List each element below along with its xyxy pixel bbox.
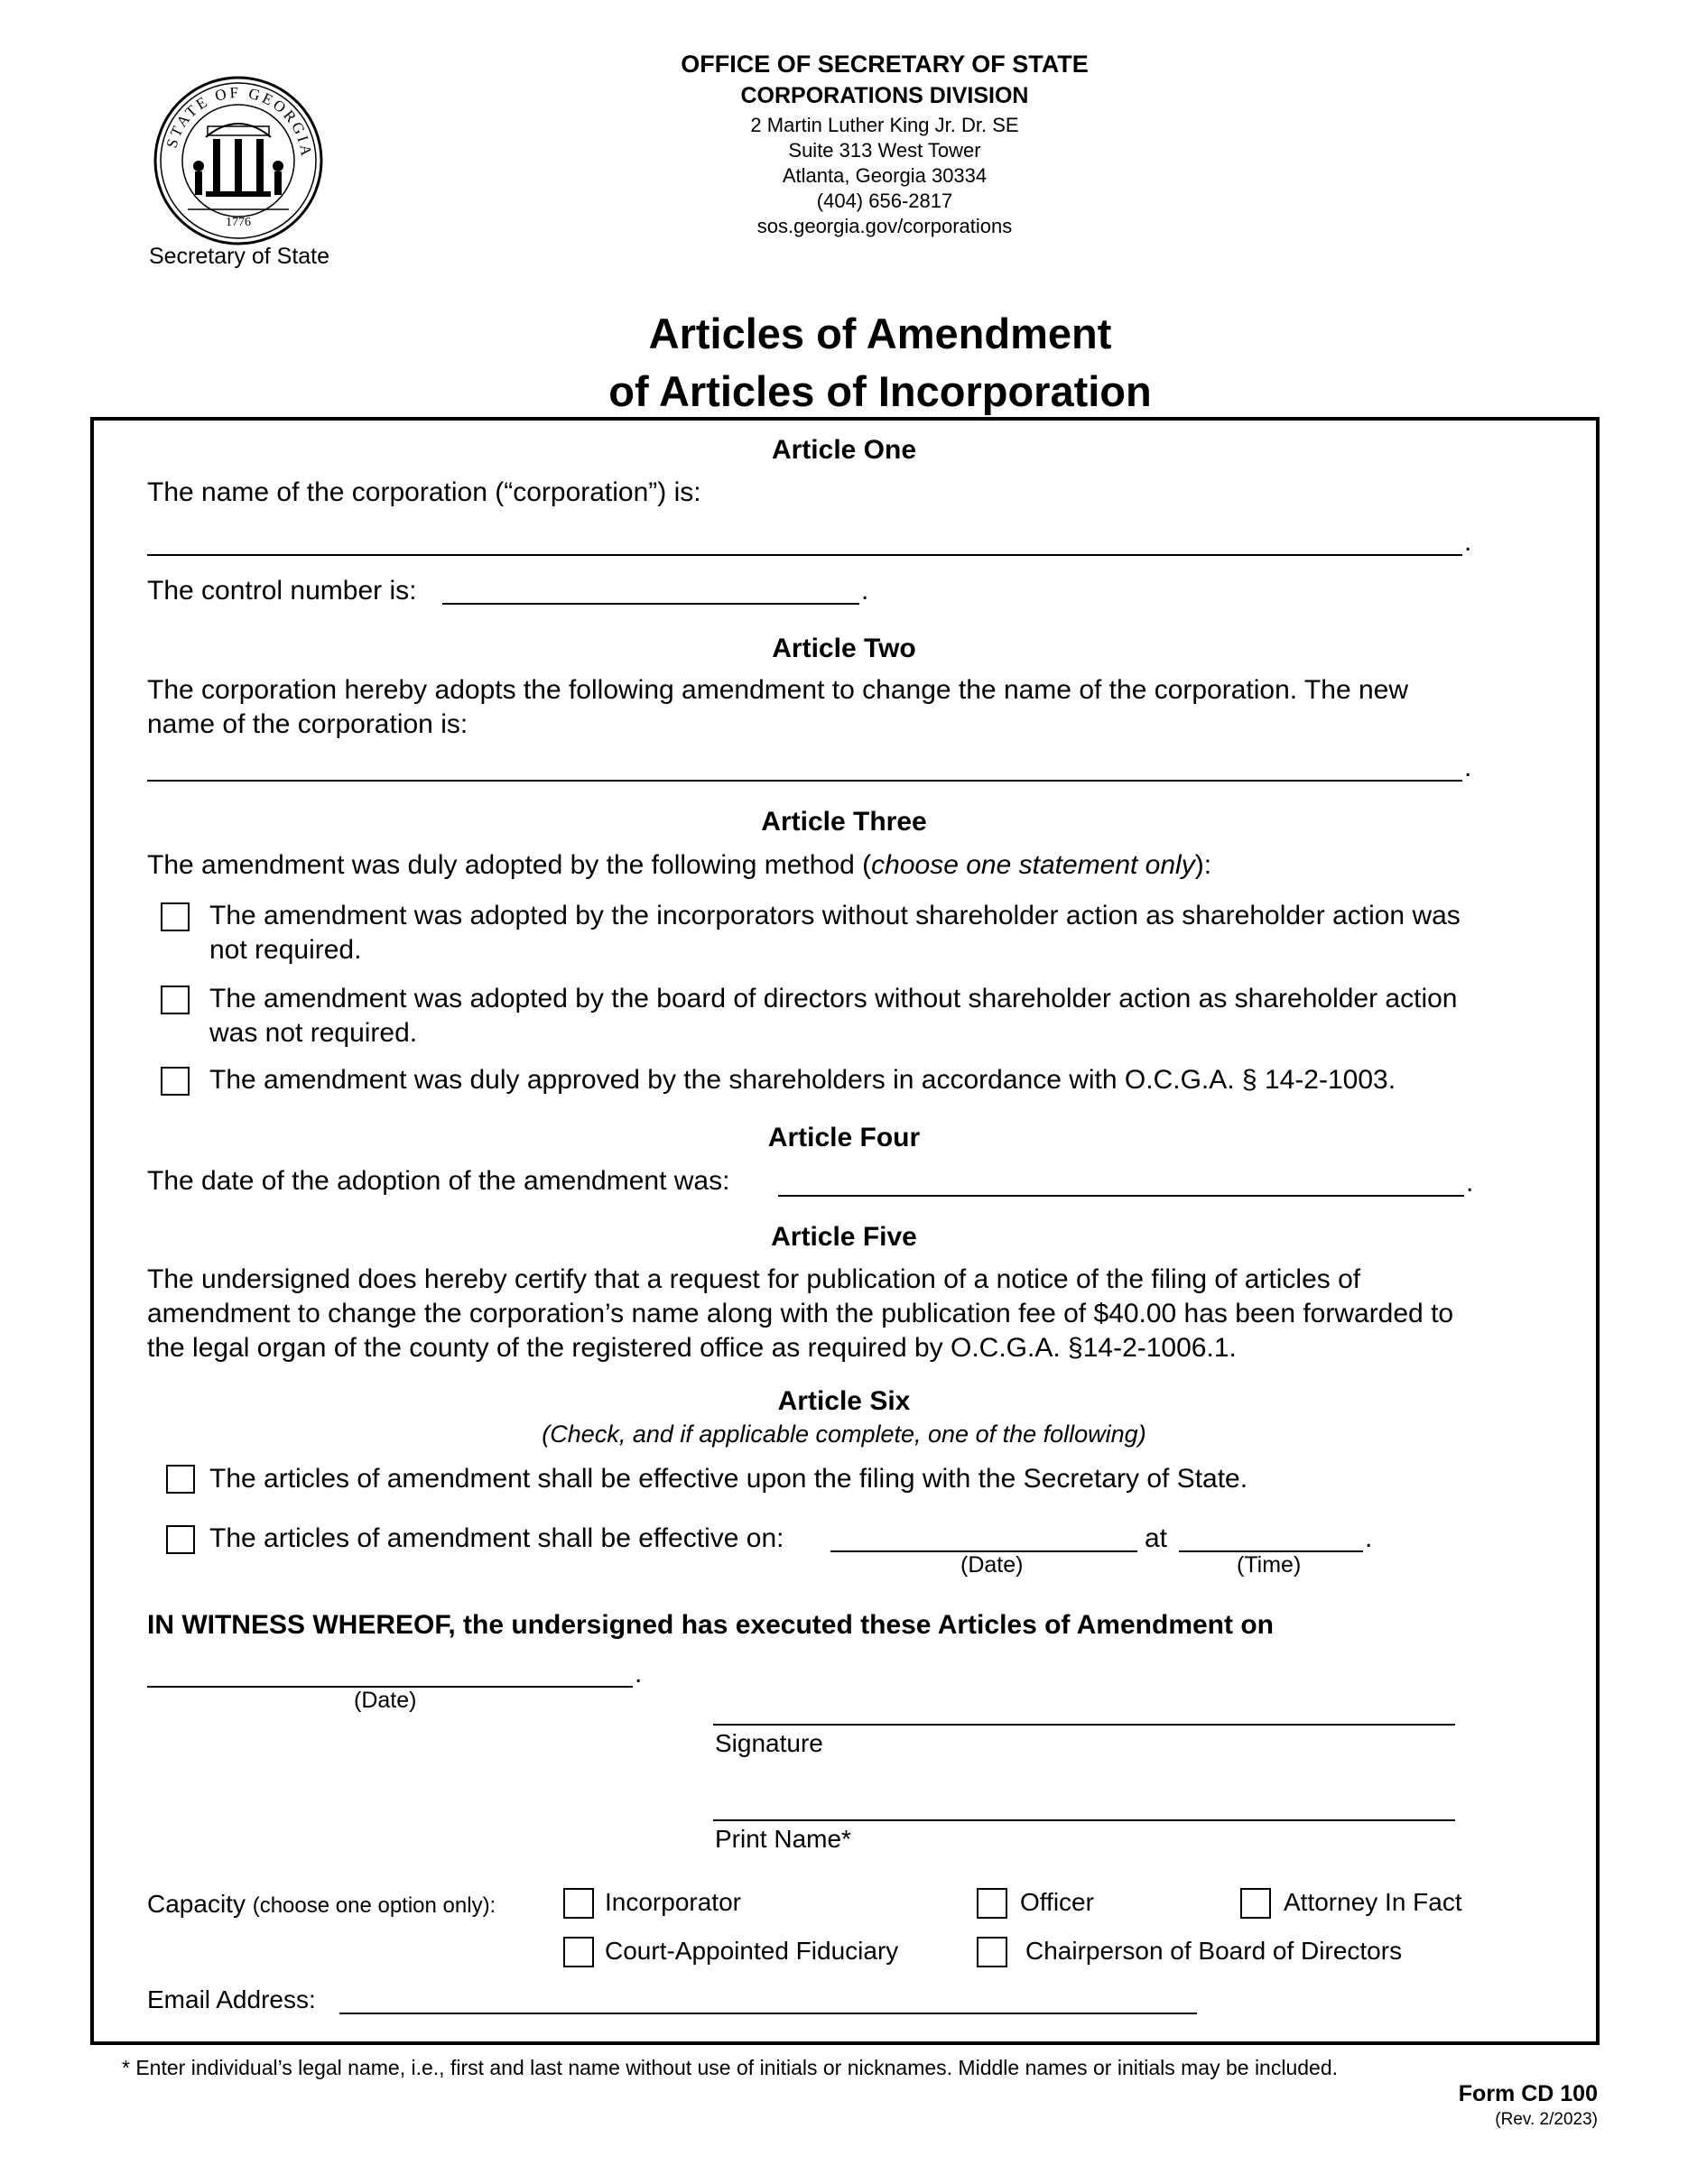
witness-statement: IN WITNESS WHEREOF, the undersigned has executed these Articles of Amendment on (147, 1610, 1274, 1640)
capacity-attorney-checkbox[interactable] (1240, 1888, 1271, 1919)
adoption-board-label-2: was not required. (209, 1018, 418, 1048)
capacity-fiduciary-label: Court-Appointed Fiduciary (605, 1937, 899, 1965)
effective-time-caption: (Time) (1237, 1552, 1302, 1578)
effective-upon-filing-label: The articles of amendment shall be effective upon the filing with the Secretary of State. (209, 1464, 1248, 1494)
article-six-subheading: (Check, and if applicable complete, one of the following) (542, 1421, 1146, 1448)
capacity-incorporator-label: Incorporator (605, 1888, 741, 1916)
capacity-officer-label: Officer (1020, 1888, 1094, 1916)
article-three-heading: Article Three (761, 807, 927, 837)
article-five-line-1: The undersigned does hereby certify that a request for publication of a notice of the filing of articles of (147, 1264, 1361, 1294)
capacity-chairperson-label: Chairperson of Board of Directors (1025, 1937, 1403, 1965)
article-five-line-2: amendment to change the corporation’s name along with the publication fee of $40.00 has been forwarded to (147, 1299, 1454, 1328)
phone-line: (404) 656-2817 (816, 190, 953, 212)
effective-date-caption: (Date) (960, 1552, 1024, 1578)
email-field[interactable] (339, 2013, 1197, 2014)
capacity-officer-checkbox[interactable] (977, 1888, 1007, 1919)
effective-on-date-checkbox[interactable] (166, 1525, 195, 1554)
address-line-1: 2 Martin Luther King Jr. Dr. SE (750, 114, 1019, 136)
adoption-incorporators-label-2: not required. (209, 935, 362, 965)
adoption-shareholders-checkbox[interactable] (161, 1067, 190, 1096)
capacity-chairperson-checkbox[interactable] (977, 1937, 1007, 1967)
footnote: * Enter individual’s legal name, i.e., first and last name without use of initials or nicknames. Middle names or initials may be included. (122, 2056, 1339, 2079)
adoption-incorporators-checkbox[interactable] (161, 902, 190, 931)
print-name-label: Print Name* (715, 1825, 851, 1853)
article-five-line-3: the legal organ of the county of the registered office as required by O.C.G.A. §14-2-1006.1. (147, 1333, 1237, 1363)
adoption-date-label: The date of the adoption of the amendment was: (147, 1166, 730, 1196)
form-title-line-1: Articles of Amendment (648, 310, 1112, 357)
adoption-shareholders-label: The amendment was duly approved by the shareholders in accordance with O.C.G.A. § 14-2-1003. (209, 1065, 1396, 1095)
email-label: Email Address: (147, 1985, 316, 2013)
office-heading: OFFICE OF SECRETARY OF STATE (681, 51, 1089, 78)
division-heading: CORPORATIONS DIVISION (740, 83, 1029, 108)
adoption-incorporators-label-1: The amendment was adopted by the incorporators without shareholder action as shareholder action was (209, 901, 1461, 930)
state-seal (152, 74, 325, 247)
article-three-intro: The amendment was duly adopted by the following method (choose one statement only): (147, 850, 1212, 880)
article-four-heading: Article Four (767, 1123, 921, 1152)
article-five-heading: Article Five (771, 1222, 917, 1252)
signature-field[interactable] (713, 1724, 1455, 1726)
svg-text:1776: 1776 (226, 216, 251, 229)
article-two-heading: Article Two (772, 634, 916, 663)
adoption-board-label-1: The amendment was adopted by the board of directors without shareholder action as shareholder action (209, 984, 1458, 1013)
new-corporation-name-field[interactable] (147, 780, 1462, 782)
signature-label: Signature (715, 1729, 823, 1757)
revision-date: (Rev. 2/2023) (1495, 2110, 1598, 2129)
address-line-3: Atlanta, Georgia 30334 (782, 164, 988, 187)
print-name-field[interactable] (713, 1819, 1455, 1821)
control-number-field[interactable] (442, 603, 859, 605)
corporation-name-field[interactable] (147, 554, 1462, 556)
capacity-label: Capacity (choose one option only): (147, 1890, 496, 1918)
address-line-2: Suite 313 West Tower (788, 139, 981, 162)
form-title-line-2: of Articles of Incorporation (608, 367, 1152, 415)
capacity-incorporator-checkbox[interactable] (563, 1888, 594, 1919)
article-two-text-line-2: name of the corporation is: (147, 709, 468, 739)
form-number: Form CD 100 (1458, 2081, 1598, 2106)
article-six-heading: Article Six (777, 1386, 911, 1416)
seal-icon (152, 74, 325, 247)
adoption-date-field[interactable] (778, 1195, 1464, 1197)
adoption-board-checkbox[interactable] (161, 986, 190, 1014)
at-label: at (1145, 1523, 1168, 1553)
article-one-heading: Article One (771, 435, 917, 465)
effective-on-date-label: The articles of amendment shall be effective on: (209, 1523, 784, 1553)
svg-text:STATE OF GEORGIA: STATE OF GEORGIA (162, 83, 316, 160)
capacity-fiduciary-checkbox[interactable] (563, 1937, 594, 1967)
article-two-text-line-1: The corporation hereby adopts the following amendment to change the name of the corporation. The new (147, 675, 1408, 705)
website-line: sos.georgia.gov/corporations (756, 215, 1013, 237)
seal-caption: Secretary of State (148, 244, 330, 269)
effective-upon-filing-checkbox[interactable] (166, 1465, 195, 1494)
capacity-attorney-label: Attorney In Fact (1284, 1888, 1462, 1916)
corporation-name-label: The name of the corporation (“corporation”) is: (147, 477, 701, 507)
execution-date-caption: (Date) (354, 1688, 417, 1713)
control-number-label: The control number is: (147, 576, 417, 606)
